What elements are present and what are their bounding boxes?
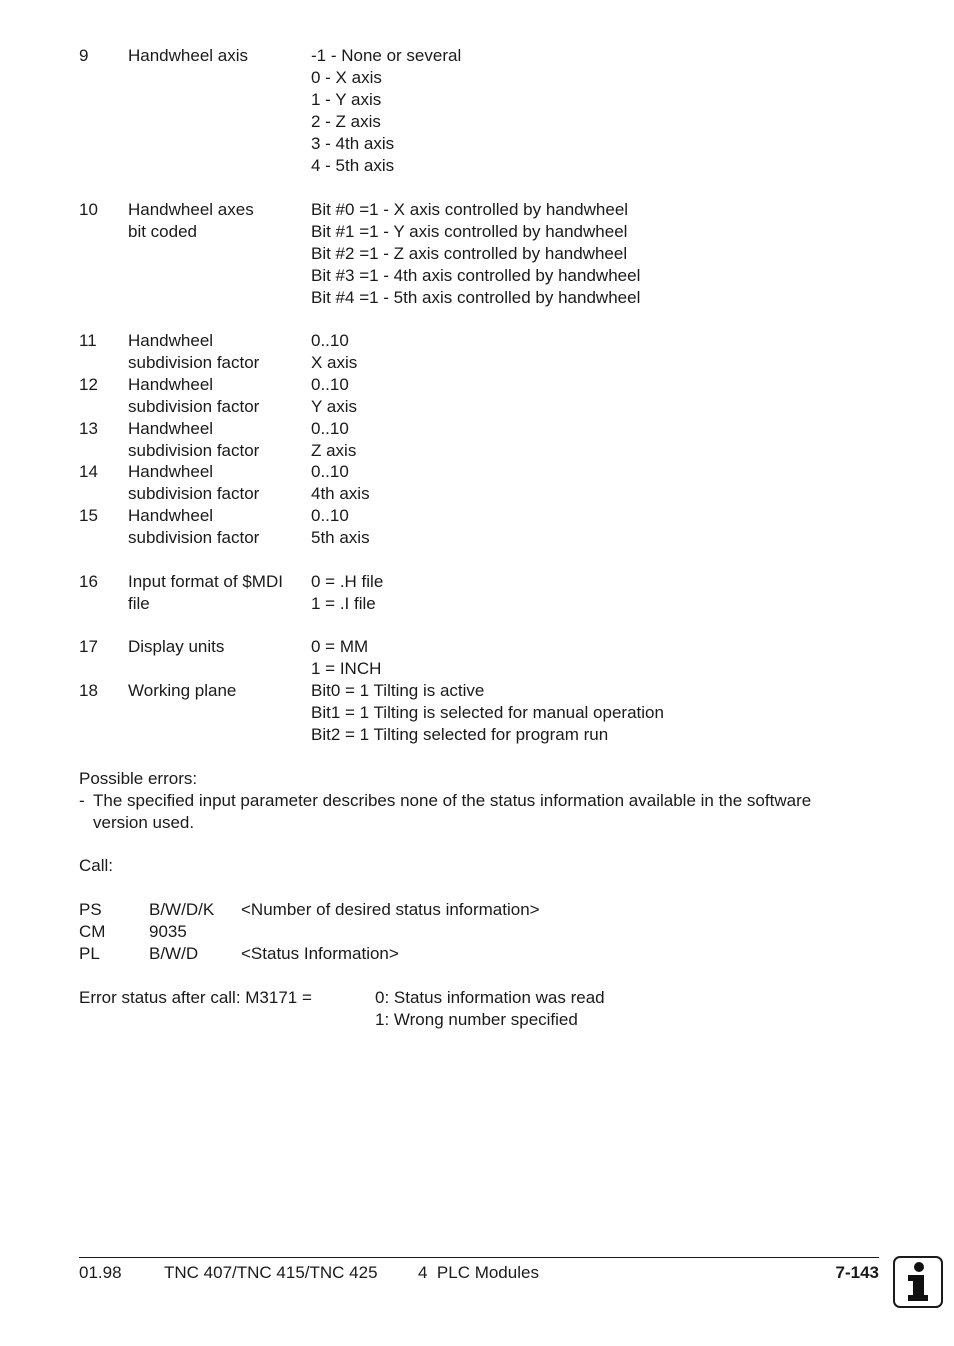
- page-number: 7-143: [835, 1263, 879, 1282]
- param-value: Bit #4 =1 - 5th axis controlled by handwheel: [311, 288, 641, 307]
- param-value: 3 - 4th axis: [311, 134, 395, 153]
- param-value: 1 = .I file: [311, 594, 376, 613]
- param-description: subdivision factor: [128, 353, 260, 372]
- param-value: 0 = .H file: [311, 572, 384, 591]
- param-number: 16: [79, 572, 98, 591]
- param-value: Bit #3 =1 - 4th axis controlled by handwheel: [311, 266, 641, 285]
- footer-rule: [79, 1257, 879, 1258]
- footer-date: 01.98: [79, 1263, 122, 1282]
- param-value: Bit #0 =1 - X axis controlled by handwheel: [311, 200, 629, 219]
- param-description: Input format of $MDI: [128, 572, 283, 591]
- call-type: B/W/D/K: [149, 900, 215, 919]
- param-number: 12: [79, 375, 98, 394]
- param-value: Bit #1 =1 - Y axis controlled by handwheel: [311, 222, 628, 241]
- param-value: 0..10: [311, 506, 349, 525]
- param-value: 0..10: [311, 419, 349, 438]
- param-number: 18: [79, 681, 98, 700]
- footer-model: TNC 407/TNC 415/TNC 425: [164, 1263, 378, 1282]
- param-description: Handwheel axes: [128, 200, 254, 219]
- error-item-text: The specified input parameter describes none of the status information available in the software: [93, 791, 812, 810]
- param-value: 4 - 5th axis: [311, 156, 395, 175]
- param-number: 10: [79, 200, 98, 219]
- param-description: Handwheel: [128, 375, 214, 394]
- param-value: Bit2 = 1 Tilting selected for program run: [311, 725, 609, 744]
- param-number: 15: [79, 506, 98, 525]
- call-heading: Call:: [79, 856, 114, 875]
- param-value: 0 = MM: [311, 637, 369, 656]
- param-description: Handwheel: [128, 331, 214, 350]
- param-description: subdivision factor: [128, 528, 260, 547]
- param-number: 9: [79, 46, 89, 65]
- error-status-value: 1: Wrong number specified: [375, 1010, 578, 1029]
- call-type: B/W/D: [149, 944, 199, 963]
- param-number: 17: [79, 637, 98, 656]
- error-item-text: version used.: [93, 813, 195, 832]
- param-value: Bit #2 =1 - Z axis controlled by handwheel: [311, 244, 628, 263]
- param-description: Display units: [128, 637, 225, 656]
- param-value: 5th axis: [311, 528, 370, 547]
- info-icon: [893, 1256, 943, 1308]
- param-value: 0 - X axis: [311, 68, 382, 87]
- bullet-dash: -: [79, 791, 85, 810]
- errors-heading: Possible errors:: [79, 769, 198, 788]
- call-command: PS: [79, 900, 102, 919]
- param-description: subdivision factor: [128, 441, 260, 460]
- param-value: 0..10: [311, 375, 349, 394]
- footer-chapter: 4 PLC Modules: [418, 1263, 539, 1282]
- param-description: Handwheel: [128, 419, 214, 438]
- param-description: subdivision factor: [128, 484, 260, 503]
- param-number: 11: [79, 331, 97, 350]
- param-value: Bit0 = 1 Tilting is active: [311, 681, 485, 700]
- param-value: Y axis: [311, 397, 357, 416]
- call-type: 9035: [149, 922, 187, 941]
- param-value: 1 - Y axis: [311, 90, 382, 109]
- param-description: Working plane: [128, 681, 237, 700]
- param-description: Handwheel: [128, 506, 214, 525]
- param-description: file: [128, 594, 150, 613]
- param-value: 0..10: [311, 331, 349, 350]
- param-value: -1 - None or several: [311, 46, 462, 65]
- call-command: PL: [79, 944, 100, 963]
- param-number: 14: [79, 462, 98, 481]
- param-value: Bit1 = 1 Tilting is selected for manual operation: [311, 703, 664, 722]
- param-description: Handwheel: [128, 462, 214, 481]
- param-description: subdivision factor: [128, 397, 260, 416]
- param-value: 2 - Z axis: [311, 112, 381, 131]
- param-value: 1 = INCH: [311, 659, 382, 678]
- error-status-value: 0: Status information was read: [375, 988, 605, 1007]
- param-description: bit coded: [128, 222, 197, 241]
- call-command: CM: [79, 922, 106, 941]
- info-glyph: [895, 1258, 941, 1306]
- param-number: 13: [79, 419, 98, 438]
- param-value: 0..10: [311, 462, 349, 481]
- call-argument: <Status Information>: [241, 944, 399, 963]
- param-value: Z axis: [311, 441, 357, 460]
- param-description: Handwheel axis: [128, 46, 249, 65]
- param-value: X axis: [311, 353, 358, 372]
- error-status-label: Error status after call: M3171 =: [79, 988, 312, 1007]
- param-value: 4th axis: [311, 484, 370, 503]
- call-argument: <Number of desired status information>: [241, 900, 540, 919]
